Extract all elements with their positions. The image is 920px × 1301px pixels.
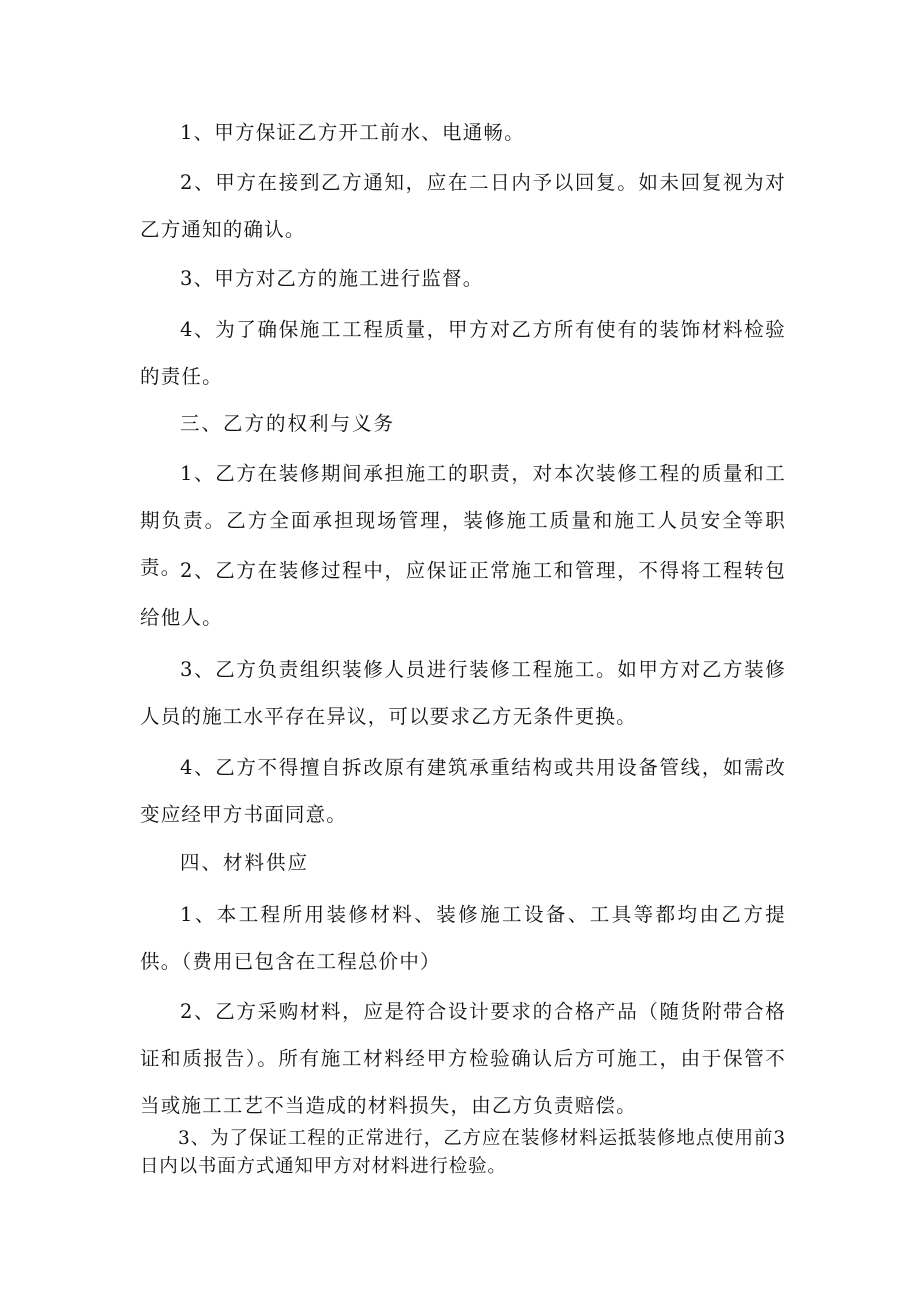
paragraph-workers: 3、乙方负责组织装修人员进行装修工程施工。如甲方对乙方装修人员的施工水平存在异议，可以要求乙方无条件更换。 xyxy=(140,658,786,728)
section-heading-contractor-rights: 三、乙方的权利与义务 xyxy=(180,412,396,435)
paragraph-material-inspection-notice: 3、为了保证工程的正常进行，乙方应在装修材料运抵装修地点使用前3日内以书面方式通知甲方对材料进行检验。 xyxy=(140,1128,786,1177)
paragraph-owner-inspection: 4、为了确保施工工程质量，甲方对乙方所有使有的装饰材料检验的责任。 xyxy=(140,318,786,388)
paragraph-owner-reply: 2、甲方在接到乙方通知，应在二日内予以回复。如未回复视为对乙方通知的确认。 xyxy=(140,171,786,241)
paragraph-contractor-responsibility: 1、乙方在装修期间承担施工的职责，对本次装修工程的质量和工期负责。乙方全面承担现场管理，装修施工质量和施工人员安全等职责。 xyxy=(140,462,786,579)
section-heading-material-supply: 四、材料供应 xyxy=(180,851,310,874)
paragraph-owner-utilities: 1、甲方保证乙方开工前水、电通畅。 xyxy=(180,121,525,144)
paragraph-structure-changes: 4、乙方不得擅自拆改原有建筑承重结构或共用设备管线，如需改变应经甲方书面同意。 xyxy=(140,756,786,826)
paragraph-material-quality: 2、乙方采购材料，应是符合设计要求的合格产品（随货附带合格证和质报告）。所有施工材料经甲方检验确认后方可施工，由于保管不当或施工工艺不当造成的材料损失，由乙方负责赔偿。 xyxy=(140,1000,786,1117)
paragraph-no-subcontracting: 2、乙方在装修过程中，应保证正常施工和管理，不得将工程转包给他人。 xyxy=(140,559,786,629)
paragraph-materials-provided: 1、本工程所用装修材料、装修施工设备、工具等都均由乙方提供。（费用已包含在工程总价中） xyxy=(140,903,786,973)
paragraph-owner-supervision: 3、甲方对乙方的施工进行监督。 xyxy=(180,267,484,290)
